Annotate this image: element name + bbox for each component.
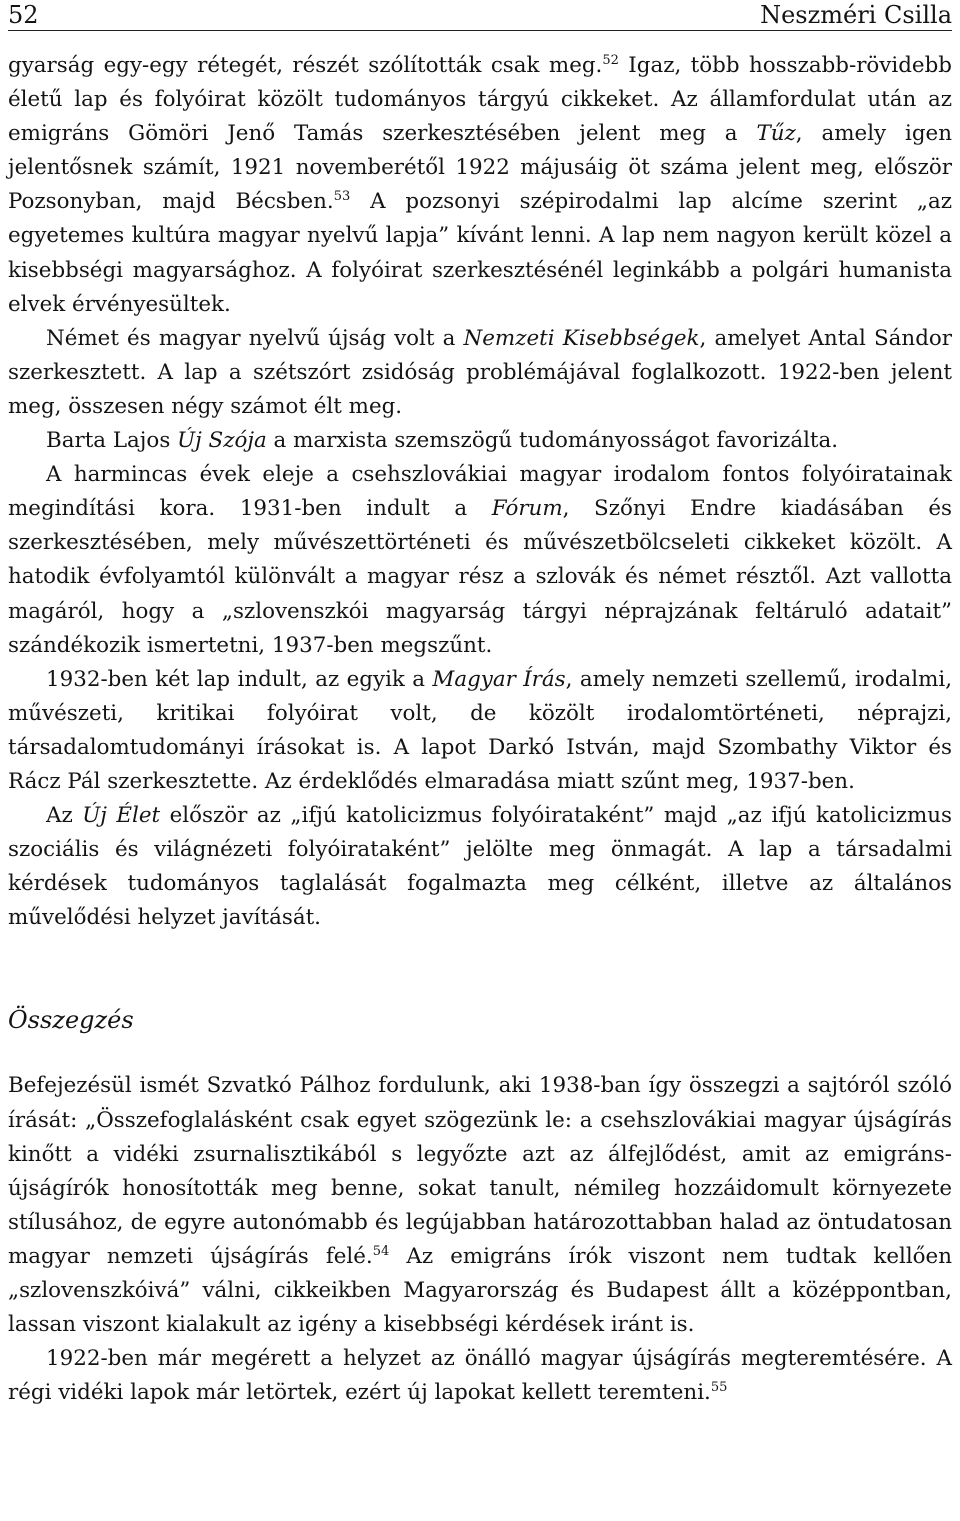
journal-title-tuz: Tűz	[756, 121, 796, 147]
text-run: először az „ifjú katolicizmus folyóirataként” majd „az ifjú katolicizmus szociális és világnézeti folyóirataként” jelölte meg önmagát. A lap a társadalmi kérdések tudományos taglalását fogalmazta meg célként, illetve az általános művelődési helyzet javítását.	[8, 803, 953, 931]
text-run: Befejezésül ismét Szvatkó Pálhoz fordulunk, aki 1938-ban így összegzi a sajtóról szóló írását: „Összefoglalásként csak egyet szögezünk le: a csehszlovákiai magyar újságírás kinőtt a vidéki zsurnalisztikából s legyőzte azt az álfejlődést, amit az emigráns-újságírók honosították meg benne, sokat tanult, némileg hozzáidomult környezete stílusához, de egyre autonómabb és legújabban határozottabban halad az öntudatosan magyar nemzeti újságírás felé.	[8, 1073, 952, 1269]
running-header	[8, 0, 952, 31]
text-run: gyarság egy-egy rétegét, részét szólították csak meg.	[8, 53, 603, 78]
paragraph-5	[8, 663, 952, 799]
paragraph-1	[8, 49, 952, 322]
journal-title-nemzeti-kisebbsegek: Nemzeti Kisebbségek	[463, 325, 700, 351]
text-run: , amely nemzeti szellemű, irodalmi, művészeti, kritikai folyóirat volt, de közölt irodalomtörténeti, néprajzi, társadalomtudományi írásokat is. A lapot Darkó István, majd Szombathy Viktor és Rácz Pál szerkesztette. Az érdeklődés elmaradása miatt szűnt meg, 1937-ben.	[8, 666, 952, 794]
text-run: a marxista szemszögű tudományosságot favorizálta.	[266, 428, 839, 454]
paragraph-3	[8, 424, 952, 458]
text-run: Német és magyar nyelvű újság volt a	[46, 325, 464, 351]
journal-title-uj-szo: Új Szója	[177, 428, 267, 454]
text-run: Az emigráns írók viszont nem tudtak kellően „szlovenszkóivá” válni, cikkeikben Magyarország és Budapest állt a középpontban, lassan viszont kialakult az igény a kisebbségi kérdések iránt is.	[8, 1243, 952, 1338]
paragraph-4	[8, 458, 952, 663]
text-run: 1932-ben két lap indult, az egyik a	[46, 666, 433, 692]
text-run: , amelyet Antal Sándor szerkesztett. A lap a szétszórt zsidóság problémájával foglalkozott. 1922-ben jelent meg, összesen négy számot élt meg.	[8, 325, 953, 419]
page-number: 52	[8, 1, 39, 29]
journal-title-forum: Fórum	[491, 496, 563, 522]
text-run: Az	[46, 803, 83, 829]
text-run: Igaz, több hosszabb-rövidebb életű lap és folyóirat közölt tudományos tárgyú cikkeket. Az államfordulat után az emigráns Gömöri Jenő Tamás szerkesztésében jelent meg a	[8, 53, 952, 147]
text-run: A harmincas évek eleje a csehszlovákiai magyar irodalom fontos folyóiratainak megindítási kora. 1931-ben indult a	[8, 462, 952, 522]
text-run: A pozsonyi szépirodalmi lap alcíme szerint „az egyetemes kultúra magyar nyelvű lapja” kívánt lenni. A lap nem nagyon került közel a kisebbségi magyarsághoz. A folyóirat szerkesztésénél leginkább a polgári humanista elvek érvényesültek.	[8, 189, 953, 317]
summary-paragraph-1	[8, 1069, 952, 1342]
footnote-ref-54[interactable]: 54	[372, 1244, 390, 1260]
section-heading: Összegzés	[8, 1006, 134, 1035]
paragraph-2	[8, 322, 952, 424]
footnote-ref-53[interactable]: 53	[333, 189, 351, 205]
footnote-ref-55[interactable]: 55	[710, 1380, 728, 1396]
journal-title-magyar-iras: Magyar Írás	[432, 666, 566, 692]
paragraph-6	[8, 799, 952, 935]
summary-paragraph-2	[8, 1342, 952, 1410]
main-text	[8, 49, 952, 1410]
running-author: Neszméri Csilla	[760, 1, 952, 29]
text-run: , Szőnyi Endre kiadásában és szerkesztésében, mely művészettörténeti és művészetbölcseleti cikkeket közölt. A hatodik évfolyamtól különvált a magyar rész a szlovák és német résztől. Azt vallotta magáról, hogy a „szlovenszkói magyarság tárgyi néprajzának feltáruló adatait” szándékozik ismertetni, 1937-ben megszűnt.	[8, 496, 952, 658]
footnote-ref-52[interactable]: 52	[602, 53, 619, 69]
text-run: , amely igen jelentősnek számít, 1921 novemberétől 1922 májusáig öt száma jelent meg, először Pozsonyban, majd Bécsben.	[8, 121, 952, 215]
text-run: Barta Lajos	[46, 428, 178, 454]
text-run: 1922-ben már megérett a helyzet az önálló magyar újságírás megteremtésére. A régi vidéki lapok már letörtek, ezért új lapokat kellett teremteni.	[8, 1346, 952, 1406]
journal-title-uj-elet: Új Élet	[82, 803, 161, 829]
